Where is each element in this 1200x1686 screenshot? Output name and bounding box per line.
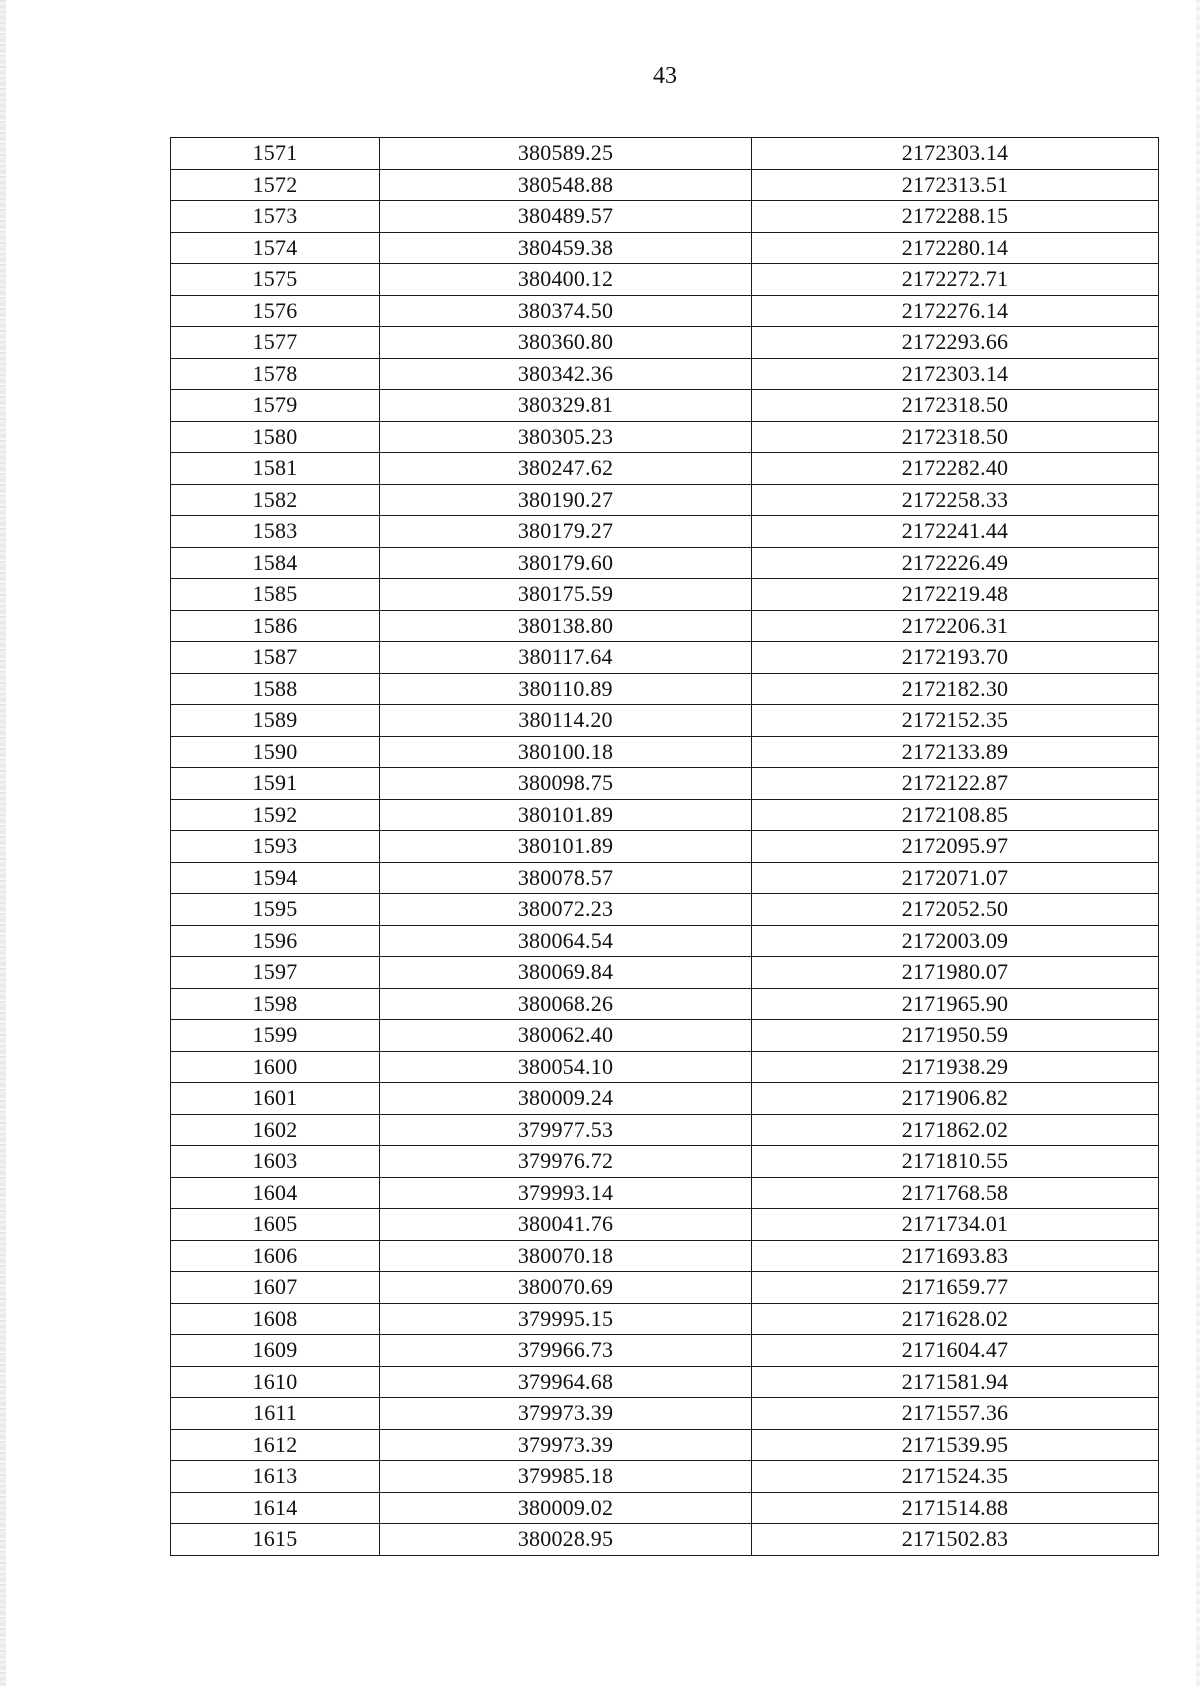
y-coordinate-cell: 2171906.82 (752, 1083, 1159, 1115)
y-coordinate-cell: 2171514.88 (752, 1492, 1159, 1524)
y-coordinate-cell: 2172206.31 (752, 610, 1159, 642)
point-number-cell: 1612 (171, 1429, 380, 1461)
point-number-cell: 1581 (171, 453, 380, 485)
x-coordinate-cell: 380041.76 (380, 1209, 752, 1241)
y-coordinate-cell: 2172108.85 (752, 799, 1159, 831)
point-number-cell: 1594 (171, 862, 380, 894)
y-coordinate-cell: 2171502.83 (752, 1524, 1159, 1556)
y-coordinate-cell: 2172282.40 (752, 453, 1159, 485)
table-row (171, 988, 1159, 1020)
x-coordinate-cell: 380070.69 (380, 1272, 752, 1304)
x-coordinate-cell: 380175.59 (380, 579, 752, 611)
x-coordinate-cell: 380070.18 (380, 1240, 752, 1272)
x-coordinate-cell: 380098.75 (380, 768, 752, 800)
point-number-cell: 1584 (171, 547, 380, 579)
y-coordinate-cell: 2171539.95 (752, 1429, 1159, 1461)
point-number-cell: 1578 (171, 358, 380, 390)
x-coordinate-cell: 380489.57 (380, 201, 752, 233)
y-coordinate-cell: 2172122.87 (752, 768, 1159, 800)
table-row (171, 736, 1159, 768)
table-row (171, 957, 1159, 989)
point-number-cell: 1608 (171, 1303, 380, 1335)
point-number-cell: 1590 (171, 736, 380, 768)
table-row (171, 201, 1159, 233)
point-number-cell: 1607 (171, 1272, 380, 1304)
x-coordinate-cell: 380342.36 (380, 358, 752, 390)
y-coordinate-cell: 2172318.50 (752, 390, 1159, 422)
y-coordinate-cell: 2171768.58 (752, 1177, 1159, 1209)
table-row (171, 1020, 1159, 1052)
y-coordinate-cell: 2171810.55 (752, 1146, 1159, 1178)
x-coordinate-cell: 380028.95 (380, 1524, 752, 1556)
y-coordinate-cell: 2172272.71 (752, 264, 1159, 296)
point-number-cell: 1580 (171, 421, 380, 453)
x-coordinate-cell: 380179.60 (380, 547, 752, 579)
table-row (171, 925, 1159, 957)
point-number-cell: 1589 (171, 705, 380, 737)
table-row (171, 673, 1159, 705)
point-number-cell: 1575 (171, 264, 380, 296)
x-coordinate-cell: 380100.18 (380, 736, 752, 768)
table-row (171, 1209, 1159, 1241)
point-number-cell: 1602 (171, 1114, 380, 1146)
table-row (171, 610, 1159, 642)
table-row (171, 484, 1159, 516)
y-coordinate-cell: 2172303.14 (752, 138, 1159, 170)
page-number: 43 (653, 63, 677, 89)
y-coordinate-cell: 2172152.35 (752, 705, 1159, 737)
point-number-cell: 1614 (171, 1492, 380, 1524)
point-number-cell: 1615 (171, 1524, 380, 1556)
point-number-cell: 1573 (171, 201, 380, 233)
y-coordinate-cell: 2171581.94 (752, 1366, 1159, 1398)
point-number-cell: 1609 (171, 1335, 380, 1367)
point-number-cell: 1603 (171, 1146, 380, 1178)
y-coordinate-cell: 2172313.51 (752, 169, 1159, 201)
table-row (171, 894, 1159, 926)
y-coordinate-cell: 2172241.44 (752, 516, 1159, 548)
x-coordinate-cell: 380101.89 (380, 831, 752, 863)
point-number-cell: 1606 (171, 1240, 380, 1272)
table-row (171, 1240, 1159, 1272)
y-coordinate-cell: 2172303.14 (752, 358, 1159, 390)
x-coordinate-cell: 380009.24 (380, 1083, 752, 1115)
point-number-cell: 1599 (171, 1020, 380, 1052)
y-coordinate-cell: 2171950.59 (752, 1020, 1159, 1052)
y-coordinate-cell: 2172052.50 (752, 894, 1159, 926)
point-number-cell: 1592 (171, 799, 380, 831)
table-row (171, 1461, 1159, 1493)
point-number-cell: 1598 (171, 988, 380, 1020)
y-coordinate-cell: 2171604.47 (752, 1335, 1159, 1367)
table-row (171, 1146, 1159, 1178)
point-number-cell: 1601 (171, 1083, 380, 1115)
x-coordinate-cell: 380069.84 (380, 957, 752, 989)
y-coordinate-cell: 2172226.49 (752, 547, 1159, 579)
point-number-cell: 1593 (171, 831, 380, 863)
point-number-cell: 1595 (171, 894, 380, 926)
x-coordinate-cell: 380072.23 (380, 894, 752, 926)
x-coordinate-cell: 379973.39 (380, 1398, 752, 1430)
point-number-cell: 1587 (171, 642, 380, 674)
table-row (171, 547, 1159, 579)
point-number-cell: 1588 (171, 673, 380, 705)
table-row (171, 295, 1159, 327)
x-coordinate-cell: 380305.23 (380, 421, 752, 453)
x-coordinate-cell: 380400.12 (380, 264, 752, 296)
point-number-cell: 1610 (171, 1366, 380, 1398)
table-row (171, 1083, 1159, 1115)
table-row (171, 138, 1159, 170)
point-number-cell: 1577 (171, 327, 380, 359)
x-coordinate-cell: 380062.40 (380, 1020, 752, 1052)
x-coordinate-cell: 379985.18 (380, 1461, 752, 1493)
table-row (171, 1051, 1159, 1083)
table-row (171, 264, 1159, 296)
y-coordinate-cell: 2171524.35 (752, 1461, 1159, 1493)
table-row (171, 579, 1159, 611)
table-row (171, 327, 1159, 359)
coordinate-table-body (171, 138, 1159, 1556)
x-coordinate-cell: 380114.20 (380, 705, 752, 737)
point-number-cell: 1597 (171, 957, 380, 989)
table-row (171, 1177, 1159, 1209)
y-coordinate-cell: 2172219.48 (752, 579, 1159, 611)
point-number-cell: 1579 (171, 390, 380, 422)
y-coordinate-cell: 2171693.83 (752, 1240, 1159, 1272)
table-row (171, 516, 1159, 548)
y-coordinate-cell: 2171557.36 (752, 1398, 1159, 1430)
table-row (171, 1398, 1159, 1430)
table-row (171, 232, 1159, 264)
x-coordinate-cell: 380009.02 (380, 1492, 752, 1524)
x-coordinate-cell: 380078.57 (380, 862, 752, 894)
y-coordinate-cell: 2172071.07 (752, 862, 1159, 894)
point-number-cell: 1600 (171, 1051, 380, 1083)
scan-edge-left (0, 0, 6, 1686)
x-coordinate-cell: 379995.15 (380, 1303, 752, 1335)
y-coordinate-cell: 2172003.09 (752, 925, 1159, 957)
table-row (171, 1366, 1159, 1398)
table-row (171, 1524, 1159, 1556)
y-coordinate-cell: 2172193.70 (752, 642, 1159, 674)
x-coordinate-cell: 379976.72 (380, 1146, 752, 1178)
point-number-cell: 1591 (171, 768, 380, 800)
x-coordinate-cell: 380247.62 (380, 453, 752, 485)
point-number-cell: 1611 (171, 1398, 380, 1430)
y-coordinate-cell: 2171965.90 (752, 988, 1159, 1020)
x-coordinate-cell: 380110.89 (380, 673, 752, 705)
x-coordinate-cell: 379993.14 (380, 1177, 752, 1209)
table-row (171, 453, 1159, 485)
point-number-cell: 1613 (171, 1461, 380, 1493)
table-row (171, 1303, 1159, 1335)
point-number-cell: 1574 (171, 232, 380, 264)
x-coordinate-cell: 379973.39 (380, 1429, 752, 1461)
table-row (171, 831, 1159, 863)
y-coordinate-cell: 2172280.14 (752, 232, 1159, 264)
y-coordinate-cell: 2172258.33 (752, 484, 1159, 516)
x-coordinate-cell: 379964.68 (380, 1366, 752, 1398)
y-coordinate-cell: 2172095.97 (752, 831, 1159, 863)
table-row (171, 169, 1159, 201)
table-row (171, 390, 1159, 422)
table-row (171, 1272, 1159, 1304)
table-row (171, 358, 1159, 390)
point-number-cell: 1605 (171, 1209, 380, 1241)
table-row (171, 862, 1159, 894)
x-coordinate-cell: 380068.26 (380, 988, 752, 1020)
x-coordinate-cell: 380459.38 (380, 232, 752, 264)
y-coordinate-cell: 2171628.02 (752, 1303, 1159, 1335)
point-number-cell: 1572 (171, 169, 380, 201)
scan-edge-right (1196, 0, 1200, 1686)
y-coordinate-cell: 2172288.15 (752, 201, 1159, 233)
y-coordinate-cell: 2171659.77 (752, 1272, 1159, 1304)
point-number-cell: 1586 (171, 610, 380, 642)
y-coordinate-cell: 2172276.14 (752, 295, 1159, 327)
table-row (171, 421, 1159, 453)
x-coordinate-cell: 380179.27 (380, 516, 752, 548)
point-number-cell: 1604 (171, 1177, 380, 1209)
coordinate-table (170, 137, 1159, 1556)
x-coordinate-cell: 379977.53 (380, 1114, 752, 1146)
x-coordinate-cell: 380548.88 (380, 169, 752, 201)
y-coordinate-cell: 2172182.30 (752, 673, 1159, 705)
x-coordinate-cell: 379966.73 (380, 1335, 752, 1367)
x-coordinate-cell: 380064.54 (380, 925, 752, 957)
table-row (171, 1492, 1159, 1524)
x-coordinate-cell: 380589.25 (380, 138, 752, 170)
point-number-cell: 1571 (171, 138, 380, 170)
x-coordinate-cell: 380117.64 (380, 642, 752, 674)
x-coordinate-cell: 380138.80 (380, 610, 752, 642)
table-row (171, 642, 1159, 674)
table-row (171, 1429, 1159, 1461)
y-coordinate-cell: 2171980.07 (752, 957, 1159, 989)
y-coordinate-cell: 2172133.89 (752, 736, 1159, 768)
point-number-cell: 1583 (171, 516, 380, 548)
x-coordinate-cell: 380374.50 (380, 295, 752, 327)
y-coordinate-cell: 2171734.01 (752, 1209, 1159, 1241)
x-coordinate-cell: 380360.80 (380, 327, 752, 359)
x-coordinate-cell: 380054.10 (380, 1051, 752, 1083)
point-number-cell: 1582 (171, 484, 380, 516)
x-coordinate-cell: 380190.27 (380, 484, 752, 516)
table-row (171, 768, 1159, 800)
point-number-cell: 1585 (171, 579, 380, 611)
table-row (171, 799, 1159, 831)
table-row (171, 1335, 1159, 1367)
y-coordinate-cell: 2172318.50 (752, 421, 1159, 453)
y-coordinate-cell: 2171862.02 (752, 1114, 1159, 1146)
table-row (171, 1114, 1159, 1146)
x-coordinate-cell: 380101.89 (380, 799, 752, 831)
point-number-cell: 1596 (171, 925, 380, 957)
table-row (171, 705, 1159, 737)
y-coordinate-cell: 2172293.66 (752, 327, 1159, 359)
x-coordinate-cell: 380329.81 (380, 390, 752, 422)
point-number-cell: 1576 (171, 295, 380, 327)
y-coordinate-cell: 2171938.29 (752, 1051, 1159, 1083)
